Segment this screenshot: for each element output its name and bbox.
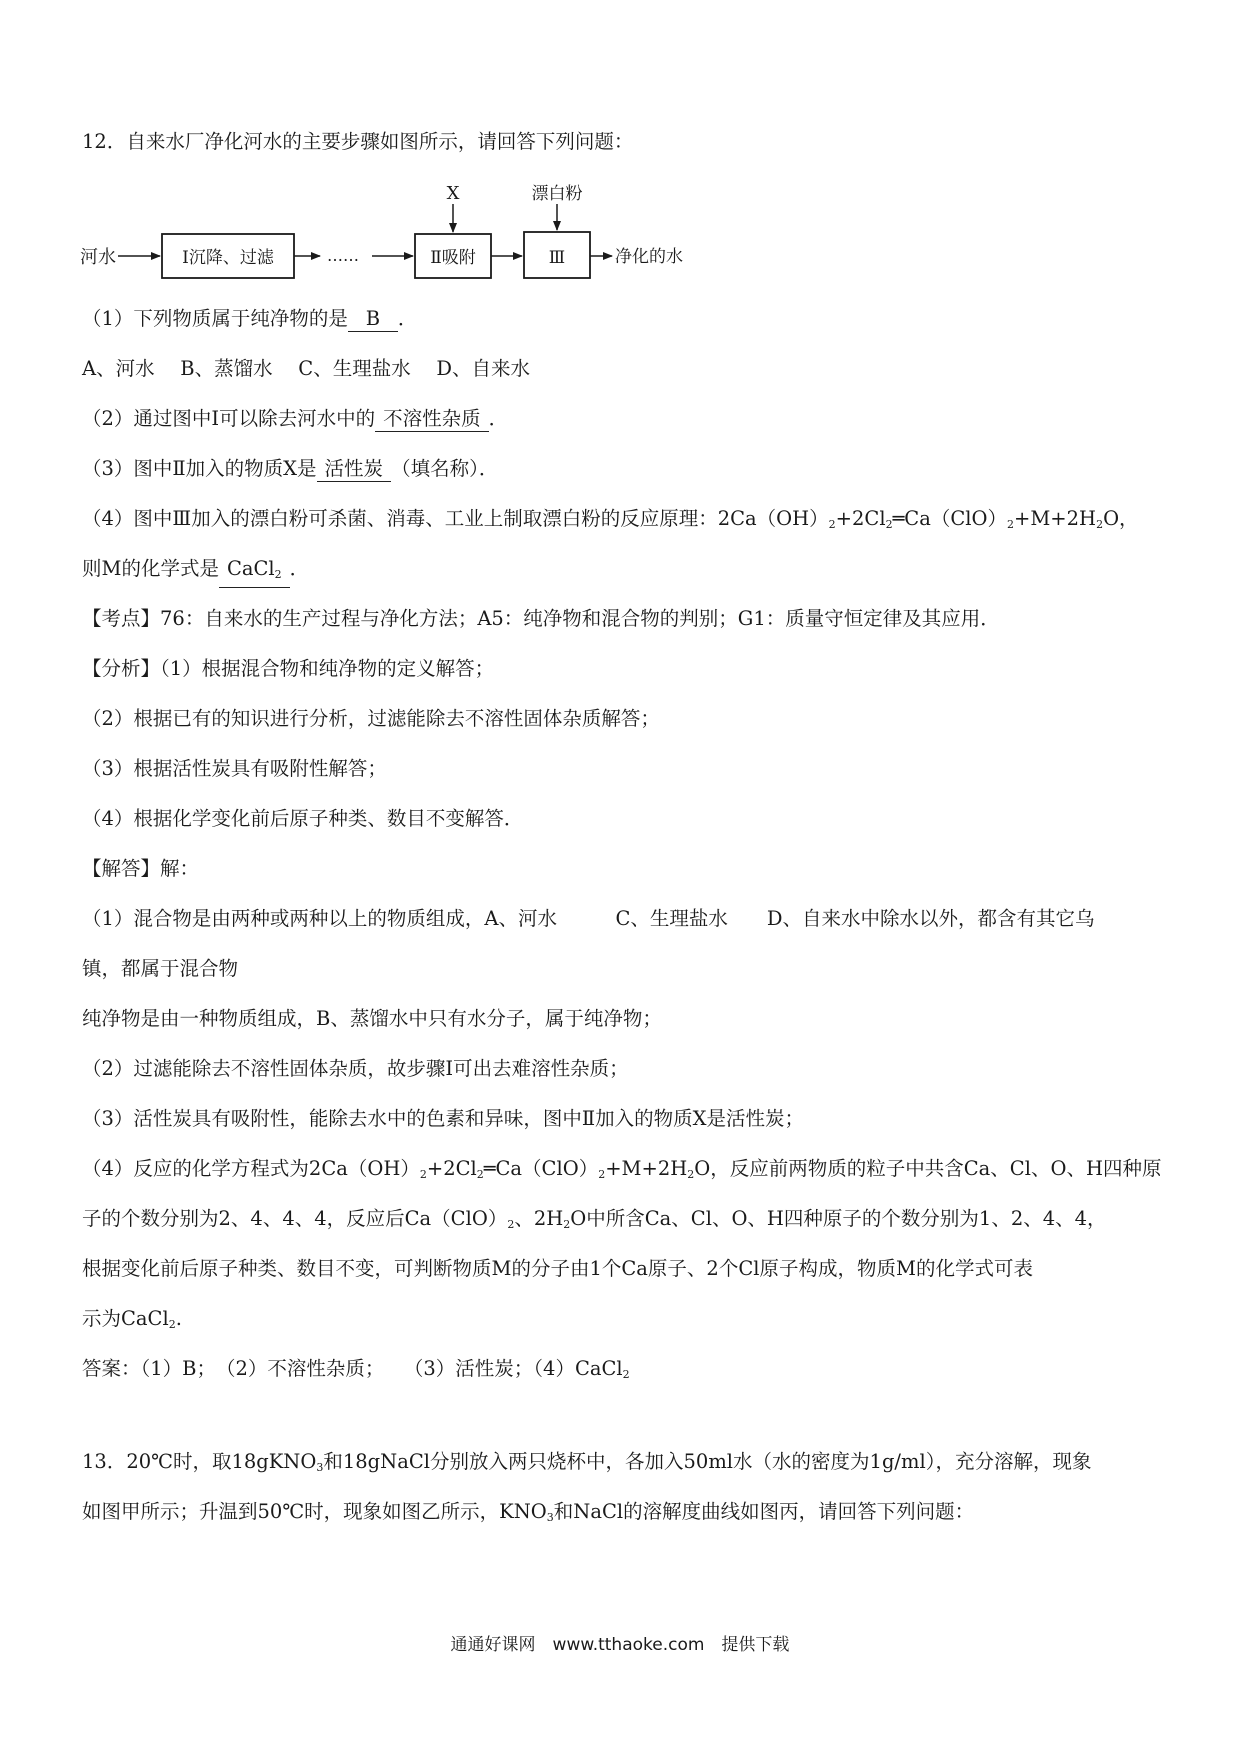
q12-part4-prompt: 则M的化学式是 bbox=[82, 557, 219, 580]
solution-1c: 纯净物是由一种物质组成，B、蒸馏水中只有水分子，属于纯净物； bbox=[82, 1007, 662, 1030]
q12-part4-line1 bbox=[82, 505, 1172, 539]
solution-1b: 镇，都属于混合物 bbox=[82, 957, 239, 980]
q12-part4-answer: CaCl$_2$ bbox=[219, 557, 290, 588]
answer-summary: 答案：（1）B； （2）不溶性杂质； （3）活性炭；（4）CaCl$_2$ bbox=[82, 1357, 630, 1381]
eq-part-c: ═Ca（ClO） bbox=[892, 507, 1007, 530]
eq-sub: 2 bbox=[828, 518, 836, 531]
ellipsis: …… bbox=[327, 246, 359, 265]
fenxi-2: （2）根据已有的知识进行分析，过滤能除去不溶性固体杂质解答； bbox=[82, 707, 660, 730]
step1-label: Ⅰ沉降、过滤 bbox=[182, 248, 274, 268]
solution-4b: 子的个数分别为2、4、4、4，反应后$Ca(ClO)_2$、$2H_2O$中所含Ca、Cl、O、H四种原子的个数分别为1、2、4、4， bbox=[82, 1207, 1107, 1231]
step2-label: Ⅱ吸附 bbox=[430, 248, 476, 268]
q12-part1-end: ． bbox=[397, 307, 418, 330]
eq-part-d: +M+2H bbox=[1014, 507, 1097, 530]
q12-stem: 12．自来水厂净化河水的主要步骤如图所示，请回答下列问题： bbox=[82, 130, 634, 153]
reagent-x-label: X bbox=[446, 183, 460, 204]
q12-part2-end: ． bbox=[488, 407, 509, 430]
q12-part1 bbox=[82, 305, 1172, 333]
eq-part-e: O， bbox=[1103, 507, 1139, 530]
fenxi-1: 【分析】（1）根据混合物和纯净物的定义解答； bbox=[82, 657, 495, 680]
q12-part1-prompt: （1）下列物质属于纯净物的是 bbox=[82, 307, 348, 330]
q12-part1-answer: B bbox=[348, 307, 398, 332]
solution-1a: （1）混合物是由两种或两种以上的物质组成，A、河水 C、生理盐水 D、自来水中除水以外，都含有其它乌 bbox=[82, 907, 1095, 930]
eq-part-a: （4）图中Ⅲ加入的漂白粉可杀菌、消毒、工业上制取漂白粉的反应原理：2Ca（OH） bbox=[82, 507, 829, 530]
eq-part-b: +2Cl bbox=[835, 507, 886, 530]
solution-4a: （4）反应的化学方程式为$2Ca(OH)_2+2Cl_2═Ca(ClO)_2+M+2H_2O$，反应前两物质的粒子中共含Ca、Cl、O、H四种原 bbox=[82, 1157, 1162, 1181]
eq-sub: 2 bbox=[885, 518, 893, 531]
q12-part2-prompt: （2）通过图中Ⅰ可以除去河水中的 bbox=[82, 407, 376, 430]
reagent-bleach-label: 漂白粉 bbox=[531, 184, 583, 204]
q13-line1: 13．20℃时，取18gKNO$_3$和18gNaCl分别放入两只烧杯中，各加入50ml水（水的密度为1g/ml），充分溶解，现象 bbox=[82, 1450, 1092, 1474]
q12-options: A、河水 B、蒸馏水 C、生理盐水 D、自来水 bbox=[82, 357, 531, 380]
q12-part3-answer: 活性炭 bbox=[317, 457, 392, 482]
water-purification-diagram bbox=[80, 182, 700, 286]
kaodian: 【考点】76：自来水的生产过程与净化方法；A5：纯净物和混合物的判别；G1：质量守恒定律及其应用． bbox=[82, 607, 1000, 630]
fenxi-3: （3）根据活性炭具有吸附性解答； bbox=[82, 757, 387, 780]
solution-4c: 根据变化前后原子种类、数目不变，可判断物质M的分子由1个Ca原子、2个Cl原子构成，物质M的化学式可表 bbox=[82, 1257, 1033, 1280]
solution-3: （3）活性炭具有吸附性，能除去水中的色素和异味，图中Ⅱ加入的物质X是活性炭； bbox=[82, 1107, 805, 1130]
q12-part2-answer: 不溶性杂质 bbox=[375, 407, 489, 432]
output-label: 净化的水 bbox=[615, 247, 683, 267]
jieda-heading: 【解答】解： bbox=[82, 857, 200, 880]
q12-part3-end: （填名称）． bbox=[391, 457, 499, 480]
eq-sub: 2 bbox=[1096, 518, 1104, 531]
q13-line2: 如图甲所示；升温到50℃时，现象如图乙所示，$KNO_3$和NaCl的溶解度曲线如图丙，请回答下列问题： bbox=[82, 1500, 975, 1524]
step3-label: Ⅲ bbox=[548, 248, 566, 268]
solution-4d: 示为CaCl$_2$. bbox=[82, 1307, 182, 1331]
q12-part2 bbox=[82, 405, 1172, 433]
fenxi-4: （4）根据化学变化前后原子种类、数目不变解答． bbox=[82, 807, 524, 830]
solution-2: （2）过滤能除去不溶性固体杂质，故步骤Ⅰ可出去难溶性杂质； bbox=[82, 1057, 629, 1080]
q12-part4-line2 bbox=[82, 555, 1172, 588]
river-label: 河水 bbox=[80, 247, 116, 268]
q12-part3-prompt: （3）图中Ⅱ加入的物质X是 bbox=[82, 457, 317, 480]
q12-part4-end: ． bbox=[289, 557, 310, 580]
page-footer: 通通好课网 www.tthaoke.com 提供下载 bbox=[450, 1635, 790, 1655]
eq-sub: 2 bbox=[1007, 518, 1014, 531]
q12-part3 bbox=[82, 455, 1172, 483]
